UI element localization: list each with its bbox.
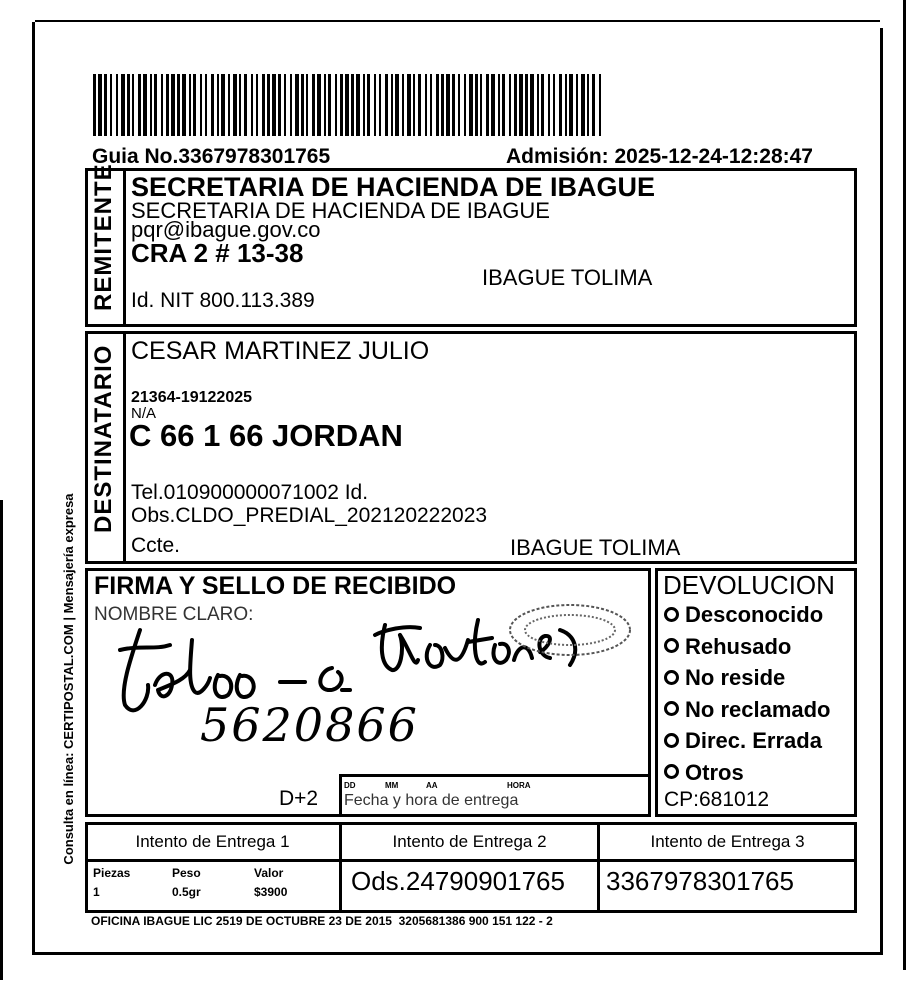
destinatario-obs: Obs.CLDO_PREDIAL_202120222023: [131, 504, 488, 527]
remitente-name: SECRETARIA DE HACIENDA DE IBAGUE: [131, 172, 656, 202]
radio-icon: [664, 764, 679, 779]
destinatario-ccte: Ccte.: [131, 534, 181, 557]
intento-3: Intento de Entrega 3: [650, 832, 805, 851]
barcode: [93, 74, 855, 136]
ods-number: Ods.24790901765: [351, 866, 565, 896]
d-plus-2: D+2: [279, 787, 319, 810]
remitente-address: CRA 2 # 13-38: [131, 238, 304, 268]
option-label: Otros: [685, 759, 744, 785]
remitente-city: IBAGUE TOLIMA: [482, 265, 653, 290]
firma-title: FIRMA Y SELLO DE RECIBIDO: [94, 572, 457, 600]
remitente-nit: Id. NIT 800.113.389: [131, 289, 315, 312]
page-edge-left: [32, 22, 35, 952]
option-label: No reclamado: [685, 696, 831, 722]
option-label: Desconocido: [685, 602, 824, 627]
radio-icon: [664, 670, 679, 685]
remitente-email: pqr@ibague.gov.co: [131, 217, 321, 242]
devolucion-options: [664, 602, 831, 791]
option-direc-errada[interactable]: [664, 728, 831, 760]
piezas-label: Piezas: [93, 866, 131, 880]
page-edge-top: [35, 20, 880, 22]
option-rehusado[interactable]: [664, 634, 831, 666]
destinatario-na: N/A: [131, 405, 157, 422]
valor-label: Valor: [254, 866, 284, 880]
peso-label: Peso: [172, 866, 201, 880]
page-edge-bottom: [32, 952, 883, 955]
admision-datetime: Admisión: 2025-12-24-12:28:47: [506, 145, 813, 168]
devolucion-title: DEVOLUCION: [663, 570, 835, 600]
option-label: Rehusado: [685, 633, 792, 659]
destinatario-city: IBAGUE TOLIMA: [510, 535, 681, 560]
destinatario-ref: 21364-19122025: [131, 389, 253, 406]
page-edge-right: [880, 28, 883, 953]
intento-1: Intento de Entrega 1: [135, 832, 290, 851]
remitente-label: REMITENTE: [90, 163, 117, 311]
remitente-name-2: SECRETARIA DE HACIENDA DE IBAGUE: [131, 198, 550, 223]
radio-icon: [664, 638, 679, 653]
fecha-label: Fecha y hora de entrega: [344, 792, 519, 809]
radio-icon: [664, 607, 679, 622]
destinatario-tel: Tel.010900000071002 Id.: [131, 481, 369, 504]
option-no-reside[interactable]: [664, 665, 831, 697]
option-desconocido[interactable]: [664, 602, 831, 634]
scan-edge-mark-right: [903, 0, 906, 970]
guia-number-large: 3367978301765: [606, 866, 794, 896]
footer-license: OFICINA IBAGUE LIC 2519 DE OCTUBRE 23 DE 2015 3205681386 900 151 122 - 2: [91, 914, 553, 928]
destinatario-divider: [123, 331, 126, 564]
radio-icon: [664, 733, 679, 748]
nombre-claro-label: NOMBRE CLARO:: [94, 604, 254, 625]
radio-icon: [664, 701, 679, 716]
valor-value: $3900: [254, 885, 288, 899]
fecha-aa: AA: [426, 781, 438, 790]
fecha-hora: HORA: [507, 781, 531, 790]
side-consulta-text: Consulta en línea: CERTIPOSTAL.COM | Mensajería expresa: [61, 493, 76, 865]
scan-edge-mark: [0, 500, 3, 980]
destinatario-label: DESTINATARIO: [90, 344, 117, 533]
option-no-reclamado[interactable]: [664, 697, 831, 729]
peso-value: 0.5gr: [172, 885, 201, 899]
barcode-bar: [601, 74, 604, 136]
destinatario-address: C 66 1 66 JORDAN: [129, 418, 403, 453]
fecha-dd: DD: [344, 781, 356, 790]
option-label: No reside: [685, 665, 786, 690]
handwritten-number: 5620866: [200, 698, 419, 752]
guia-number: Guia No.3367978301765: [92, 145, 331, 168]
fecha-mm: MM: [385, 781, 399, 790]
piezas-value: 1: [93, 885, 100, 899]
codigo-postal: CP:681012: [664, 788, 770, 811]
option-otros[interactable]: [664, 760, 831, 792]
destinatario-name: CESAR MARTINEZ JULIO: [131, 337, 430, 365]
intento-2: Intento de Entrega 2: [392, 832, 547, 851]
option-label: Direc. Errada: [685, 728, 822, 753]
remitente-divider: [123, 168, 126, 327]
